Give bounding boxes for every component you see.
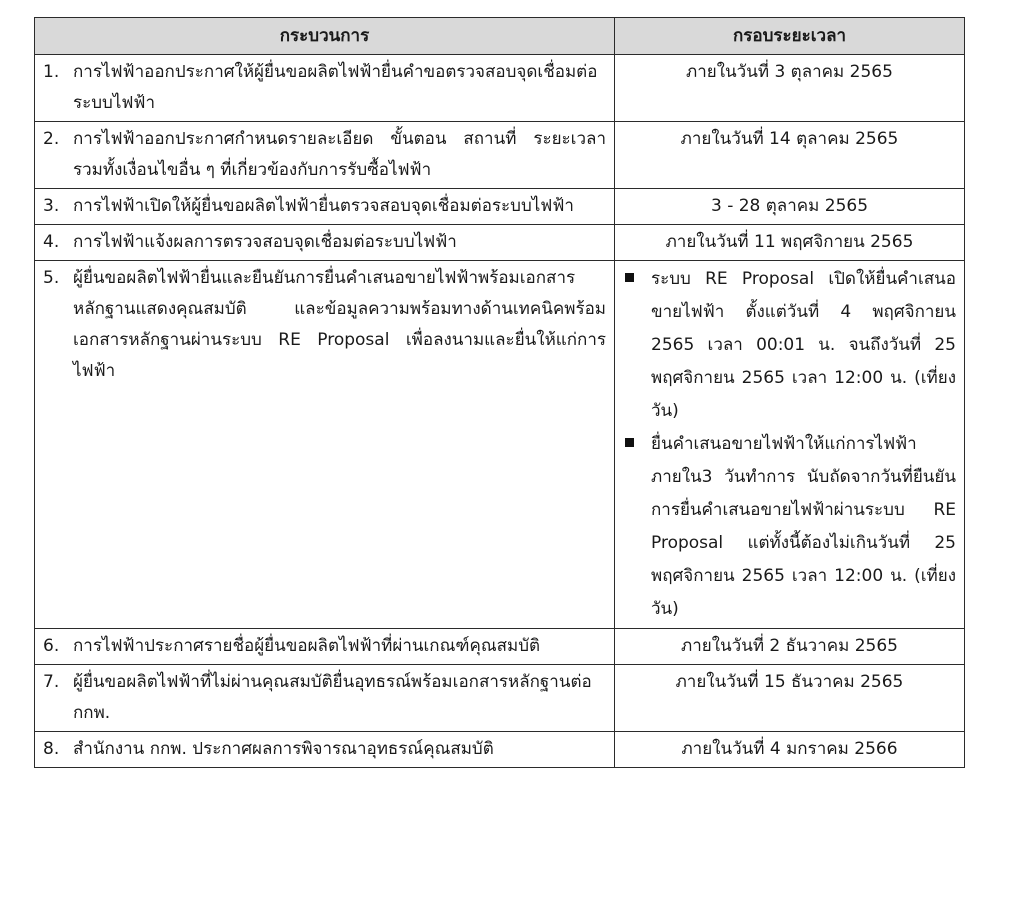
table-row bbox=[35, 732, 965, 768]
timeframe-cell: ภายในวันที่ 3 ตุลาคม 2565 bbox=[615, 55, 965, 122]
square-bullet-icon bbox=[625, 438, 634, 447]
process-cell bbox=[35, 189, 615, 225]
timeframe-cell: ภายในวันที่ 11 พฤศจิกายน 2565 bbox=[615, 225, 965, 261]
bullet-item bbox=[623, 428, 956, 626]
step-number: 5. bbox=[43, 268, 60, 288]
timeframe-cell: 3 - 28 ตุลาคม 2565 bbox=[615, 189, 965, 225]
process-cell bbox=[35, 732, 615, 768]
square-bullet-icon bbox=[625, 273, 634, 282]
step-number: 2. bbox=[43, 129, 60, 149]
process-text: ผู้ยื่นขอผลิตไฟฟ้าที่ไม่ผ่านคุณสมบัติยื่นอุทธรณ์พร้อมเอกสารหลักฐานต่อ กกพ. bbox=[73, 672, 592, 723]
step-number: 4. bbox=[43, 232, 60, 252]
header-process: กระบวนการ bbox=[35, 18, 615, 55]
step-number: 8. bbox=[43, 739, 60, 759]
bullet-item bbox=[623, 263, 956, 428]
bullet-text: ยื่นคำเสนอขายไฟฟ้าให้แก่การไฟฟ้าภายใน3 วันทำการ นับถัดจากวันที่ยืนยันการยื่นคำเสนอขายไฟฟ้าผ่านระบบ RE Proposal แต่ทั้งนี้ต้องไม่เกินวันที่ 25 พฤศจิกายน 2565 เวลา 12:00 น. (เที่ยงวัน) bbox=[651, 434, 956, 619]
step-number: 3. bbox=[43, 196, 60, 216]
timeframe-cell: ภายในวันที่ 15 ธันวาคม 2565 bbox=[615, 665, 965, 732]
step-number: 1. bbox=[43, 62, 60, 82]
process-cell bbox=[35, 122, 615, 189]
process-cell bbox=[35, 261, 615, 629]
process-cell bbox=[35, 629, 615, 665]
schedule-table bbox=[34, 17, 965, 768]
process-text: การไฟฟ้าแจ้งผลการตรวจสอบจุดเชื่อมต่อระบบไฟฟ้า bbox=[73, 232, 457, 252]
process-text: การไฟฟ้าประกาศรายชื่อผู้ยื่นขอผลิตไฟฟ้าที่ผ่านเกณฑ์คุณสมบัติ bbox=[73, 636, 541, 656]
table-row bbox=[35, 629, 965, 665]
table-row bbox=[35, 55, 965, 122]
process-cell bbox=[35, 55, 615, 122]
table-row bbox=[35, 665, 965, 732]
table-row bbox=[35, 261, 965, 629]
timeframe-cell: ภายในวันที่ 4 มกราคม 2566 bbox=[615, 732, 965, 768]
process-text: การไฟฟ้าออกประกาศให้ผู้ยื่นขอผลิตไฟฟ้ายื่นคำขอตรวจสอบจุดเชื่อมต่อระบบไฟฟ้า bbox=[73, 62, 598, 113]
process-text: การไฟฟ้าออกประกาศกำหนดรายละเอียด ขั้นตอน สถานที่ ระยะเวลา รวมทั้งเงื่อนไขอื่น ๆ ที่เกี่ยวข้องกับการรับซื้อไฟฟ้า bbox=[73, 129, 606, 180]
timeframe-cell bbox=[615, 261, 965, 629]
process-cell bbox=[35, 665, 615, 732]
timeframe-cell: ภายในวันที่ 2 ธันวาคม 2565 bbox=[615, 629, 965, 665]
bullet-text: ระบบ RE Proposal เปิดให้ยื่นคำเสนอขายไฟฟ้า ตั้งแต่วันที่ 4 พฤศจิกายน 2565 เวลา 00:01 น. จนถึงวันที่ 25 พฤศจิกายน 2565 เวลา 12:00 น. (เที่ยงวัน) bbox=[651, 269, 956, 421]
process-text: การไฟฟ้าเปิดให้ผู้ยื่นขอผลิตไฟฟ้ายื่นตรวจสอบจุดเชื่อมต่อระบบไฟฟ้า bbox=[73, 196, 574, 216]
step-number: 6. bbox=[43, 636, 60, 656]
step-number: 7. bbox=[43, 672, 60, 692]
process-text: สำนักงาน กกพ. ประกาศผลการพิจารณาอุทธรณ์คุณสมบัติ bbox=[73, 739, 494, 759]
table-row bbox=[35, 225, 965, 261]
process-text: ผู้ยื่นขอผลิตไฟฟ้ายื่นและยืนยันการยื่นคำเสนอขายไฟฟ้าพร้อมเอกสารหลักฐานแสดงคุณสมบัติ และข้อมูลความพร้อมทางด้านเทคนิคพร้อมเอกสารหลักฐานผ่านระบบ RE Proposal เพื่อลงนามและยื่นให้แก่การไฟฟ้า bbox=[73, 268, 606, 381]
timeframe-cell: ภายในวันที่ 14 ตุลาคม 2565 bbox=[615, 122, 965, 189]
table-row bbox=[35, 122, 965, 189]
table-row bbox=[35, 189, 965, 225]
timeframe-bullet-list bbox=[623, 263, 956, 626]
process-cell bbox=[35, 225, 615, 261]
header-timeframe: กรอบระยะเวลา bbox=[615, 18, 965, 55]
table-header-row bbox=[35, 18, 965, 55]
